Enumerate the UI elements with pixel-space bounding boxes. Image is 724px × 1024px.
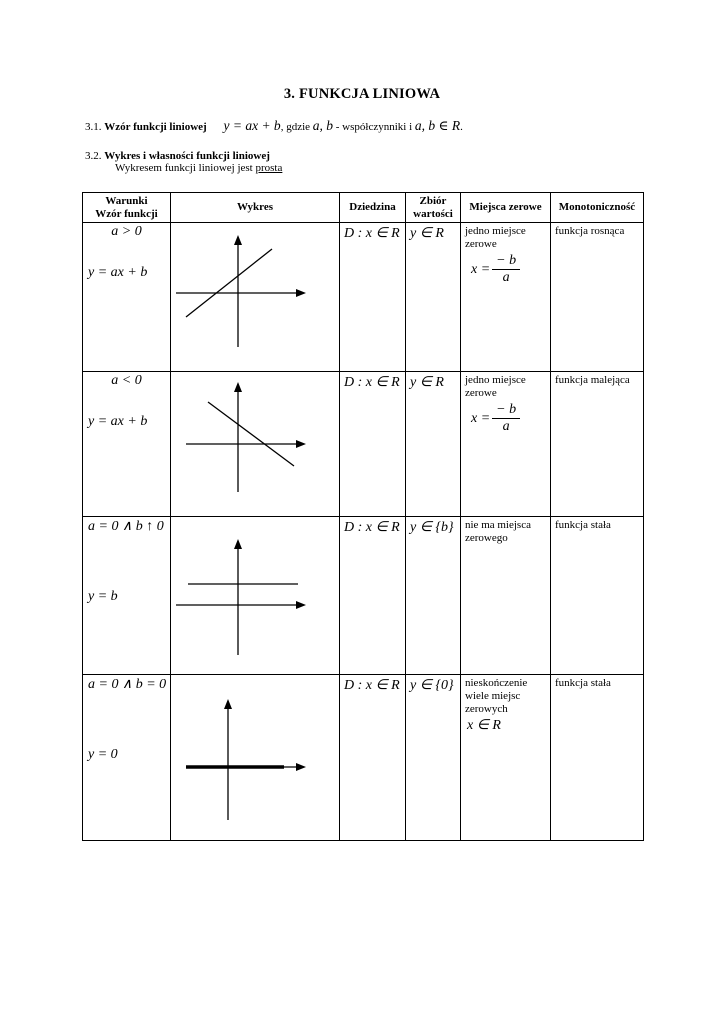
formula: y = ax + b [88, 265, 148, 280]
header-wartosci: wartości [413, 207, 453, 220]
condition-cell [83, 223, 171, 372]
header-wzor: Wzór funkcji [95, 207, 158, 220]
range-cell [406, 372, 461, 517]
page-title: 3. FUNKCJA LINIOWA [283, 86, 441, 102]
range: y ∈ R [410, 226, 444, 241]
domain: D : x ∈ R [344, 226, 400, 241]
y-axis-arrow [234, 539, 242, 549]
table-row [83, 223, 644, 372]
section-subtext: Wykresem funkcji liniowej jest [115, 162, 253, 174]
zeros-cell [461, 517, 551, 675]
header-zeros: Miejsca zerowe [461, 193, 551, 223]
monotonicity: funkcja stała [555, 519, 611, 531]
formula: y = b [88, 589, 118, 604]
zeros-text: nieskończenie wiele miejsc zerowych [465, 677, 528, 715]
zeros-cell [461, 675, 551, 841]
domain: D : x ∈ R [344, 375, 400, 390]
gdzie-text: , gdzie [280, 121, 311, 133]
condition-cell [83, 372, 171, 517]
numerator: − b [492, 253, 520, 270]
formula: y = ax + b [223, 118, 281, 133]
graph-cell [171, 223, 340, 372]
x-axis-arrow [296, 601, 306, 609]
header-conditions [83, 193, 171, 223]
numerator: − b [492, 402, 520, 419]
zero-lhs: x = [471, 410, 491, 426]
increasing-line-graph [172, 223, 339, 370]
table-row [83, 517, 644, 675]
constant-line-graph [172, 517, 339, 673]
graph-cell [171, 517, 340, 675]
header-graph: Wykres [171, 193, 340, 223]
zero-lhs: x = [471, 261, 491, 277]
monotonicity: funkcja rosnąca [555, 225, 625, 237]
section-label: Wzór funkcji liniowej [104, 121, 207, 133]
table-row [83, 675, 644, 841]
header-monotonicity: Monotoniczność [551, 193, 644, 223]
section-number: 3.1. [85, 121, 102, 133]
zero-formula [471, 253, 546, 286]
section-underlined-word: prosta [255, 162, 283, 174]
section-formula [85, 118, 463, 134]
zeros-cell [461, 223, 551, 372]
table-header-row [83, 193, 644, 223]
properties-table [82, 192, 644, 841]
y-axis-arrow [234, 235, 242, 245]
domain: D : x ∈ R [344, 678, 400, 693]
fraction [492, 253, 520, 286]
monotonicity: funkcja stała [555, 677, 611, 689]
coef-symbols: a, b [312, 118, 334, 133]
domain-cell [340, 223, 406, 372]
mono-cell [551, 675, 644, 841]
mono-cell [551, 223, 644, 372]
range-cell [406, 223, 461, 372]
monotonicity: funkcja malejąca [555, 374, 630, 386]
fraction [492, 402, 520, 435]
section-label: Wykres i własności funkcji liniowej [104, 150, 270, 162]
graph-cell [171, 675, 340, 841]
header-domain: Dziedzina [340, 193, 406, 223]
decreasing-line-graph [172, 372, 339, 515]
range-cell [406, 675, 461, 841]
table-row [83, 372, 644, 517]
mono-cell [551, 372, 644, 517]
condition: a < 0 [111, 373, 142, 388]
domain-cell [340, 675, 406, 841]
range-cell [406, 517, 461, 675]
x-axis-arrow [296, 763, 306, 771]
section-number: 3.2. [85, 150, 102, 162]
formula: y = 0 [88, 747, 118, 762]
condition: a = 0 ∧ b = 0 [88, 677, 167, 692]
x-axis-arrow [296, 289, 306, 297]
function-line [208, 402, 294, 466]
domain-cell [340, 372, 406, 517]
section-graph [85, 150, 282, 174]
condition-cell [83, 517, 171, 675]
graph-cell [171, 372, 340, 517]
coef-desc: - współczynniki i [335, 121, 413, 133]
function-line [186, 249, 272, 317]
condition: a = 0 ∧ b ↑ 0 [88, 519, 164, 534]
zeros-math: x ∈ R [467, 718, 501, 733]
domain: D : x ∈ R [344, 520, 400, 535]
mono-cell [551, 517, 644, 675]
denominator: a [502, 419, 510, 434]
formula: y = ax + b [88, 414, 148, 429]
header-warunki: Warunki [105, 194, 148, 207]
zero-line-graph [172, 675, 339, 839]
coef-condition: a, b ∈ R [414, 118, 461, 133]
zero-formula [471, 402, 546, 435]
y-axis-arrow [234, 382, 242, 392]
zeros-text: jedno miejsce zerowe [465, 225, 526, 250]
denominator: a [502, 270, 510, 285]
zeros-text: nie ma miejsca zerowego [465, 519, 531, 544]
range: y ∈ {0} [410, 678, 454, 693]
range: y ∈ R [410, 375, 444, 390]
header-range [406, 193, 461, 223]
zeros-text: jedno miejsce zerowe [465, 374, 526, 399]
zeros-cell [461, 372, 551, 517]
x-axis-arrow [296, 440, 306, 448]
header-zbior: Zbiór [419, 194, 447, 207]
condition: a > 0 [111, 224, 142, 239]
domain-cell [340, 517, 406, 675]
condition-cell [83, 675, 171, 841]
y-axis-arrow [224, 699, 232, 709]
sentence-end: . [460, 121, 463, 133]
range: y ∈ {b} [410, 520, 454, 535]
